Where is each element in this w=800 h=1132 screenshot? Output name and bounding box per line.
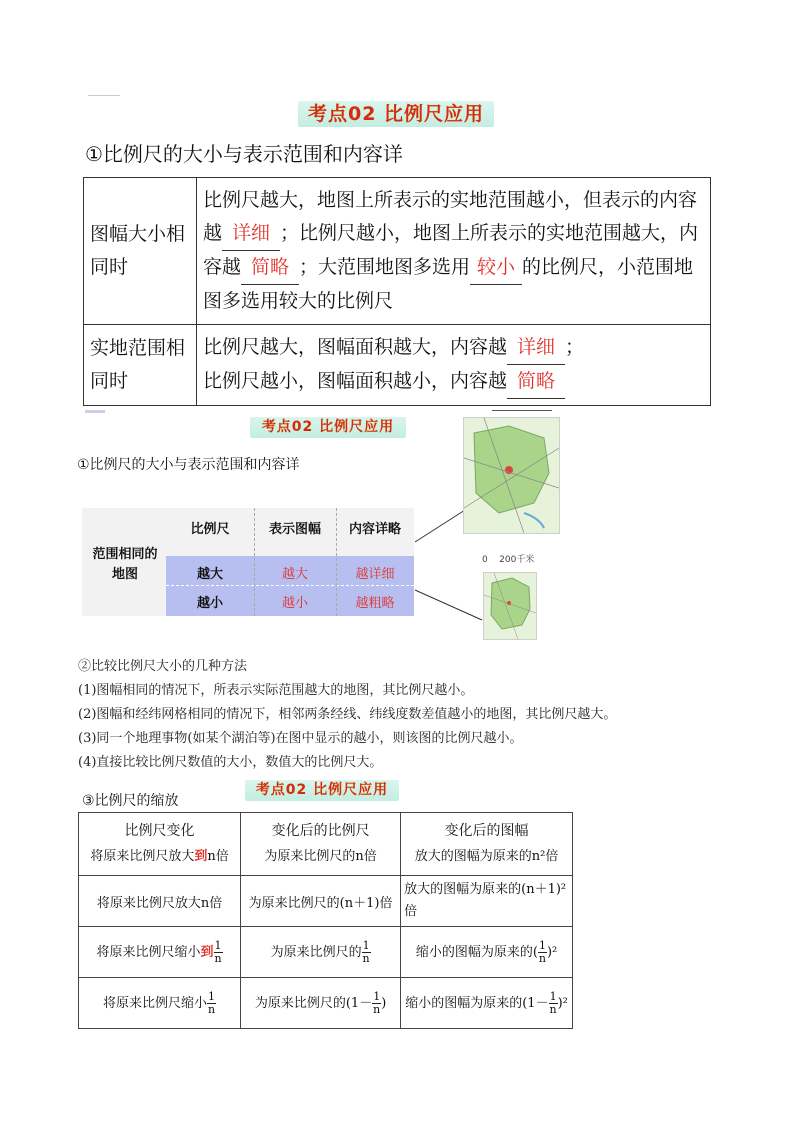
frac-den: n [362,951,370,965]
frac-den: n [549,1002,557,1016]
methods-block [78,655,616,775]
figure-banner: 考点02 比例尺应用 [250,417,406,438]
header-label: 变化后的图幅 [444,823,529,839]
text: ；大范围地图多选用 [299,256,471,278]
header-cell [401,813,573,876]
header-cell [241,813,401,876]
header-label: 变化后的比例尺 [271,823,370,839]
fraction [207,991,216,1016]
heading-scale-size: ①比例尺的大小与表示范围和内容详 [85,142,403,166]
row0-col2: 为原来比例尺的n倍 [264,849,377,864]
frac-num: 1 [362,938,370,952]
col-header: 内容详略 [348,522,401,537]
row-header: 实地范围相同时 [84,325,197,406]
figure-heading: ①比例尺的大小与表示范围和内容详 [77,457,300,473]
frac-num: 1 [208,989,216,1003]
cell: 放大的图幅为原来的(n＋1)²倍 [401,876,573,927]
emphasis: 到 [200,944,214,960]
frac-den: n [373,1002,381,1016]
answer-blank: 较小 [470,251,522,285]
text: 缩小的图幅为原来的( [415,944,538,960]
col-header: 比例尺 [190,522,230,537]
row-content [197,178,711,325]
frac-num: 1 [538,938,546,952]
map-large-scale [463,417,560,534]
text: 将原来比例尺缩小 [96,944,201,960]
text: 比例尺越大，图幅面积越大，内容越 [203,336,508,358]
scaling-title: ③比例尺的缩放 [82,793,179,809]
map-image [484,573,536,639]
fraction [538,940,547,965]
cell: 越大 [281,567,308,582]
table-header-row [79,813,573,876]
figure-col-headers [166,518,414,537]
text: 缩小的图幅为原来的(1－ [405,995,549,1011]
frac-den: n [214,951,222,965]
cell: 越小 [196,596,223,611]
text: 将原来比例尺缩小 [103,995,208,1011]
cell: 越小 [281,596,308,611]
text: )² [557,995,568,1011]
text: ； [565,336,585,358]
method-item: (3)同一个地理事物(如某个湖泊等)在图中显示的越小，则该图的比例尺越小。 [78,731,523,746]
fraction [214,940,223,965]
cell: 越详细 [355,567,395,582]
fraction [372,991,381,1016]
map-small-scale [483,572,537,640]
answer-blank: 简略 [507,365,565,399]
text: ) [381,995,387,1011]
figure-row-sep [166,585,414,587]
cell [401,927,573,978]
top-rule [88,95,120,96]
cell: 将原来比例尺放大n倍 [79,876,241,927]
cell [79,978,241,1029]
method-item: (1)图幅相同的情况下，所表示实际范围越大的地图，其比例尺越小。 [78,683,474,698]
answer-blank: 详细 [507,331,565,365]
text: 将原来比例尺放大 [90,849,195,864]
figure-row-label: 范围相同的地图 [92,547,158,582]
frac-den: n [207,1002,216,1016]
row-content [197,325,711,406]
cell [79,927,241,978]
text: 比例尺越大，地图上所表示的实地范围越小，但表示的内容越 [203,189,698,244]
row-header: 图幅大小相同时 [84,178,197,325]
cell: 为原来比例尺的(n＋1)倍 [241,876,401,927]
fraction [362,940,371,965]
frac-den: n [538,951,546,965]
row0-col1 [82,844,237,870]
method-item: (2)图幅和经纬网格相同的情况下，相邻两条经线、纬线度数差值越小的地图，其比例尺越大。 [78,707,617,722]
scaling-banner: 考点02 比例尺应用 [245,780,399,801]
figure-row-2 [166,592,414,611]
col-header: 表示图幅 [268,522,321,537]
frac-num: 1 [214,938,222,952]
cell: 越粗略 [355,596,395,611]
cell [241,927,401,978]
figure-vsep [254,508,255,616]
cell: 越大 [196,567,223,582]
header-label: 比例尺变化 [124,823,195,839]
text: )² [546,944,558,960]
table-row [79,876,573,927]
fraction [549,991,558,1016]
text: n倍 [207,849,229,864]
table-row [84,325,711,406]
row0-col3: 放大的图幅为原来的n²倍 [414,849,559,864]
table-row [84,178,711,325]
answer-blank: 简略 [241,251,299,285]
section-banner: 考点02 比例尺应用 [298,101,494,127]
method-item: (4)直接比较比例尺数值的大小，数值大的比例尺大。 [78,755,383,770]
text: 为原来比例尺的 [270,944,362,960]
map-image [464,418,559,533]
emphasis: 到 [194,849,208,864]
scale-content-table [83,177,711,406]
scaling-table [78,812,573,1029]
answer-blank: 详细 [222,217,280,251]
scale-label-small: 0 200千米 [482,555,535,565]
frac-num: 1 [373,989,381,1003]
figure-vsep [336,508,337,616]
frac-num: 1 [549,989,557,1003]
scale-bar-large [492,410,552,411]
figure-row-1 [166,563,414,582]
cell [241,978,401,1029]
cell [401,978,573,1029]
figure-rule [85,410,105,413]
methods-title: ②比较比例尺大小的几种方法 [78,659,248,674]
text: 为原来比例尺的(1－ [254,995,373,1011]
text: 比例尺越小，图幅面积越小，内容越 [203,370,508,392]
text: 的比例尺，小范围地图多选用较大的比例尺 [203,256,694,312]
table-row [79,927,573,978]
table-row [79,978,573,1029]
text: ；比例尺越小，地图上所表示的实地范围越大，内容越 [203,222,699,278]
header-cell [79,813,241,876]
